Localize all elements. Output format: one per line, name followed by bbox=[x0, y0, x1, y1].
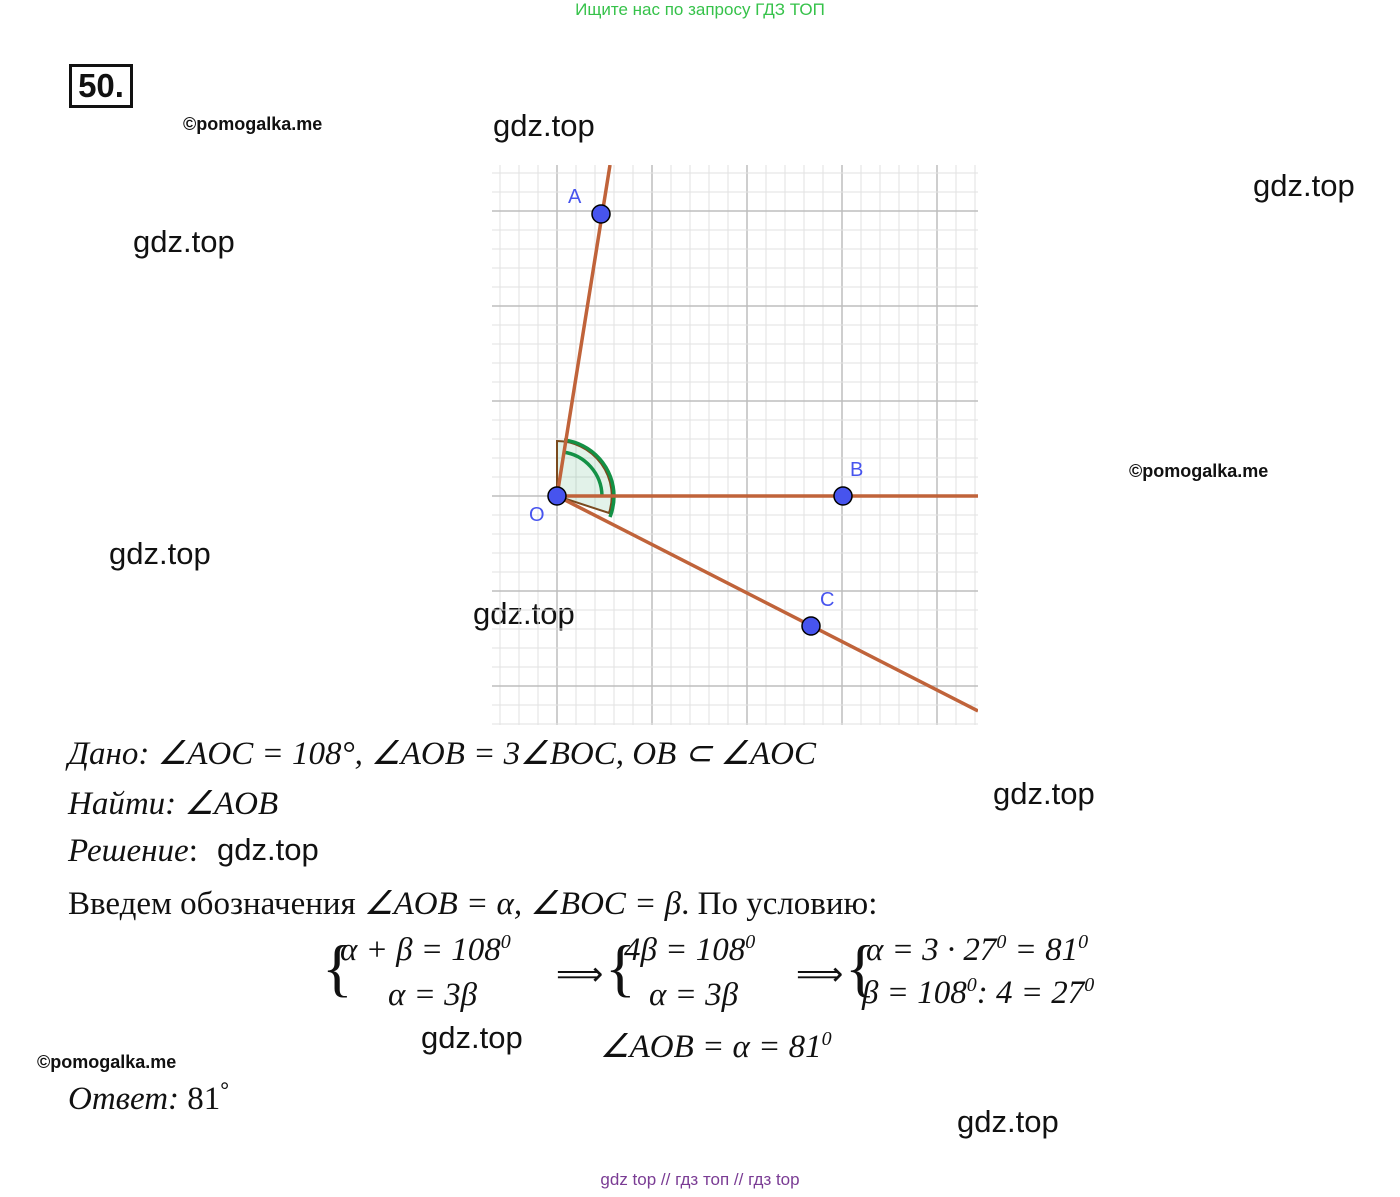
implies-arrow: ⟹ bbox=[796, 957, 844, 993]
label-o: O bbox=[529, 504, 545, 526]
gdz-watermark: gdz.top bbox=[957, 1104, 1059, 1139]
system2-line1: $4\beta = 108^0$ bbox=[624, 931, 756, 968]
gdz-watermark: gdz.top bbox=[1253, 168, 1355, 203]
gdz-watermark: gdz.top bbox=[217, 832, 319, 867]
solution-line bbox=[68, 833, 198, 870]
gdz-watermark: gdz.top bbox=[109, 536, 211, 571]
system3-line1: $\alpha = 3 \cdot 27^0 = 81^0$ bbox=[866, 931, 1089, 968]
point-o bbox=[548, 487, 566, 505]
system1-brace: { bbox=[322, 932, 353, 1003]
system3-brace: { bbox=[845, 932, 876, 1003]
system2-brace: { bbox=[605, 932, 636, 1003]
solution-label: Решение bbox=[68, 833, 189, 869]
solution-colon: : bbox=[188, 833, 198, 869]
gdz-watermark: gdz.top bbox=[133, 224, 235, 259]
search-banner: Ищите нас по запросу ГДЗ ТОП bbox=[575, 0, 825, 19]
label-c: C bbox=[820, 589, 835, 611]
label-a: A bbox=[568, 186, 582, 208]
intro-math: ∠AOB = α, ∠BOC = β bbox=[364, 886, 682, 922]
point-b bbox=[834, 487, 852, 505]
copyright-watermark: ©pomogalka.me bbox=[1129, 461, 1269, 481]
point-c bbox=[802, 617, 820, 635]
find-label: Найти bbox=[68, 786, 166, 822]
angle-figure bbox=[492, 165, 978, 725]
footer-links: gdz top // гдз топ // гдз top bbox=[600, 1170, 800, 1189]
answer-degree: ° bbox=[220, 1077, 230, 1102]
label-b: B bbox=[850, 459, 864, 481]
point-a bbox=[592, 205, 610, 223]
intro-suffix: . По условию: bbox=[681, 886, 878, 922]
system2-line2: α = 3β bbox=[649, 977, 739, 1013]
system1-line1: $\alpha + \beta = 108^0$ bbox=[340, 931, 511, 968]
given-line bbox=[68, 733, 816, 773]
given-label: Дано bbox=[68, 736, 139, 772]
intro-line bbox=[68, 883, 877, 923]
gdz-watermark: gdz.top bbox=[421, 1020, 523, 1055]
result-equation: ∠AOB = $\alpha = 81^0$ bbox=[600, 1028, 832, 1065]
implies-arrow: ⟹ bbox=[556, 957, 604, 993]
given-text: : ∠AOC = 108°, ∠AOB = 3∠BOC, OB ⊂ ∠AOC bbox=[138, 736, 816, 772]
intro-prefix: Введем обозначения bbox=[68, 886, 364, 922]
answer-label: Ответ: bbox=[68, 1081, 180, 1117]
problem-number: 50. bbox=[69, 64, 133, 108]
answer-line bbox=[68, 1077, 229, 1118]
find-text: : ∠AOB bbox=[165, 786, 279, 822]
copyright-watermark: ©pomogalka.me bbox=[37, 1052, 177, 1072]
system3-line2: $\beta = 108^0$: $4 = 27^0$ bbox=[862, 974, 1095, 1011]
ray-oc bbox=[557, 496, 978, 711]
gdz-watermark: gdz.top bbox=[493, 108, 595, 143]
system1-line2: α = 3β bbox=[388, 977, 478, 1013]
gdz-watermark: gdz.top bbox=[993, 776, 1095, 811]
copyright-watermark: ©pomogalka.me bbox=[183, 114, 323, 134]
gdz-watermark: gdz.top bbox=[473, 596, 575, 631]
find-line bbox=[68, 783, 278, 823]
answer-value: 81 bbox=[187, 1081, 221, 1117]
